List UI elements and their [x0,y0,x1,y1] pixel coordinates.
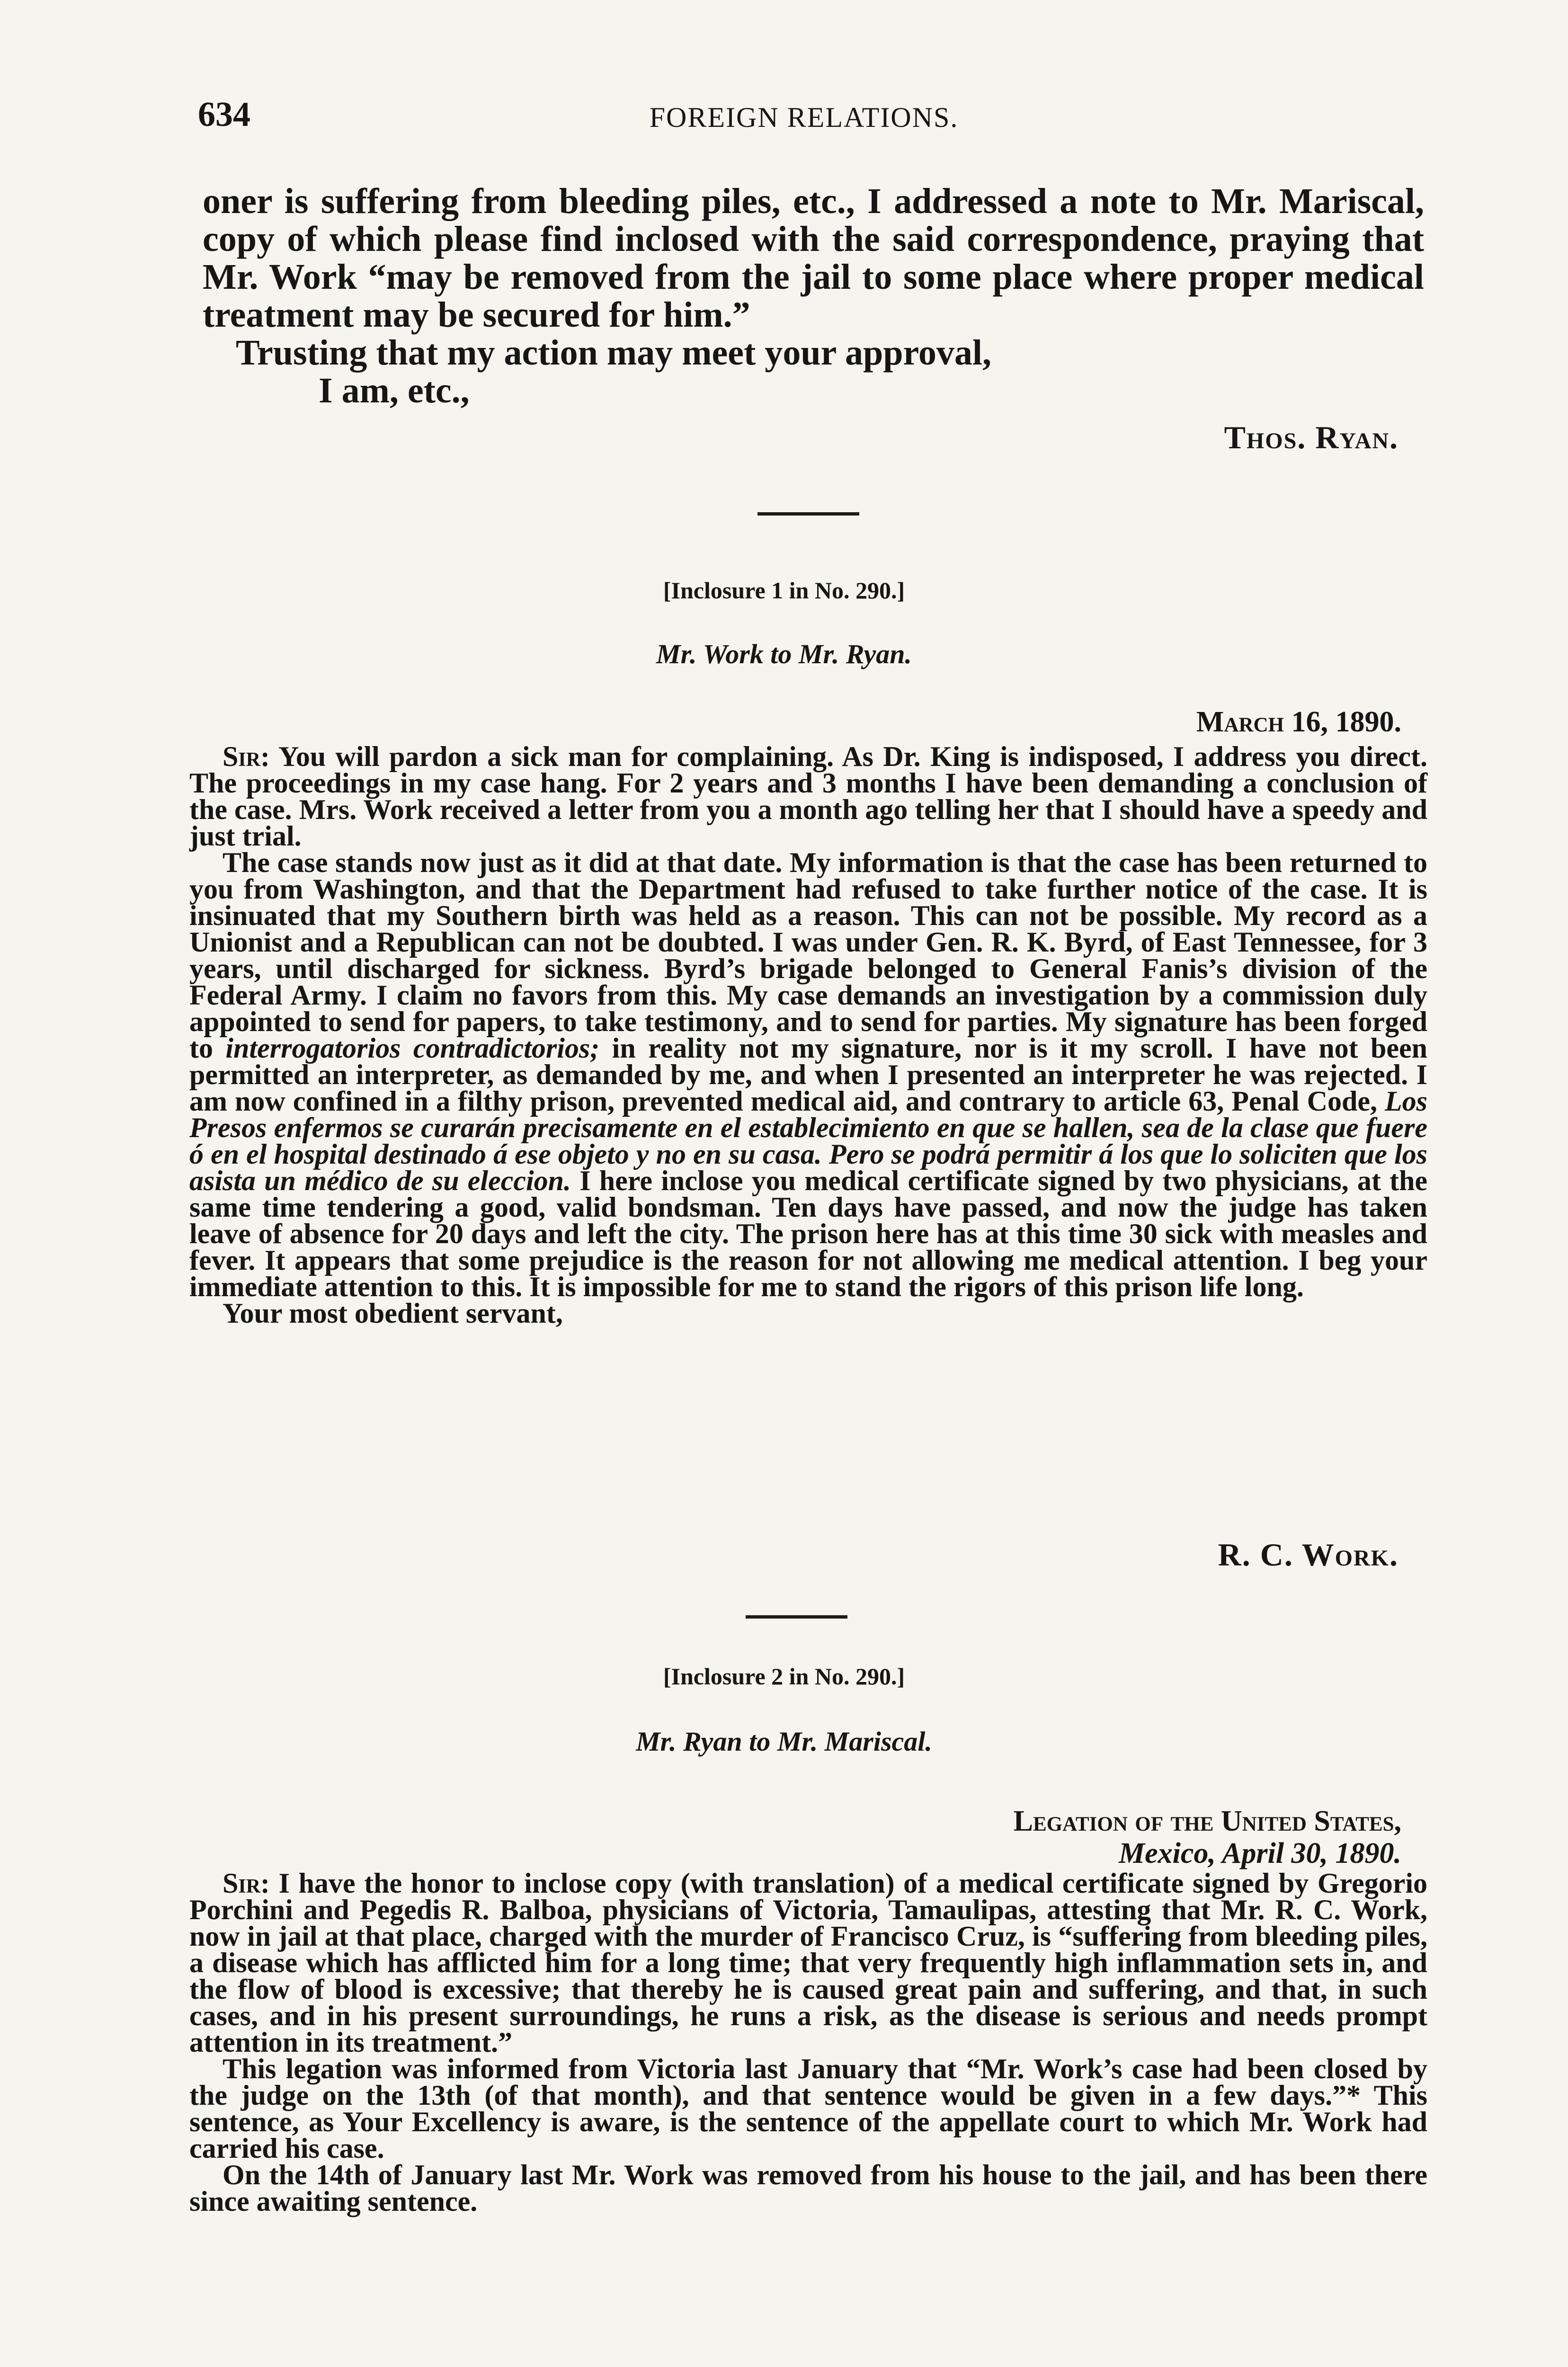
salutation: Sir: [223,741,270,772]
continuation-text [203,182,1424,409]
page-number: 634 [198,95,250,134]
inclosure1-paragraph-2: The case stands now just as it did at that date. My information is that the case has been returned to you from Washington, and that the Department had refused to take further notice of the case. It is insinuated that my Southern birth was held as a reason. This can not be possible. My record as a Unionist and a Republican can not be doubted. I was under Gen. R. K. Byrd, of East Tennessee, for 3 years, until discharged for sickness. Byrd’s brigade belonged to General Fanis’s division of the Federal Army. I claim no favors from this. My case demands an investigation by a commission duly appointed to send for papers, to take testimony, and to send for parties. My signature has been forged to interrogatorios contradictorios; in reality not my signature, nor is it my scroll. I have not been permitted an interpreter, as demanded by me, and when I presented an interpreter he was rejected. I am now confined in a filthy prison, prevented medical aid, and contrary to article 63, Penal Code, Los Presos enfermos se curarán precisamente en el establecimiento en que se hallen, sea de la clase que fuere ó en el hospital destinado á ese objeto y no en su casa. Pero se podrá permitir á los que lo soliciten que los asista un médico de su eleccion. I here inclose you medical certificate signed by two physicians, at the same time tendering a good, valid bondsman. Ten days have passed, and now the judge has taken leave of absence for 20 days and left the city. The prison here has at this time 30 sick with measles and fever. It appears that some prejudice is the reason for not allowing me medical attention. I beg your immediate attention to this. It is impossible for me to stand the rigors of this prison life long. [189,847,1428,1302]
inclosure2-place-date: Mexico, April 30, 1890. [1118,1837,1401,1869]
signature-work: R. C. Work. [1218,1537,1399,1573]
salutation: Sir: [223,1868,270,1899]
inclosure2-paragraph-1: Sir: I have the honor to inclose copy (with translation) of a medical certificate signed by Gregorio Porchini and Pegedis R. Balboa, physicians of Victoria, Tamaulipas, attesting that Mr. R. C. Work, now in jail at that place, charged with the murder of Francisco Cruz, is “suffering from bleeding piles, a disease which has afflicted him for a long time; that very frequently high inflammation sets in, and the flow of blood is excessive; that thereby he is caused great pain and suffering, and that, in such cases, and in his present surroundings, he runs a risk, as the disease is serious and needs prompt attention in its treatment.” [189,1868,1427,2058]
inclosure2-title: Mr. Ryan to Mr. Mariscal. [636,1726,932,1757]
inclosure2-body [189,1870,1427,2215]
inclosure2-paragraph-3: On the 14th of January last Mr. Work was removed from his house to the jail, and has been there since awaiting sentence. [189,2159,1427,2217]
signature-ryan: Thos. Ryan. [1224,419,1399,455]
running-head: FOREIGN RELATIONS. [649,102,959,133]
inclosure1-paragraph-1: Sir: You will pardon a sick man for complaining. As Dr. King is indisposed, I address you direct. The proceedings in my case hang. For 2 years and 3 months I have been demanding a conclusion of the case. Mrs. Work received a letter from you a month ago telling her that I should have a speedy and just trial. [189,741,1427,852]
continuation-trusting: Trusting that my action may meet your approval, [236,333,991,373]
spanish-penal-code-quote: Los Presos enfermos se curarán precisamente en el establecimiento en que se hallen, sea de la clase que fuere ó en el hospital destinado á ese objeto y no en su casa. Pero se podrá permitir á los que lo soliciten que los asista un médico de su eleccion. [189,1086,1428,1196]
inclosure2-caption: [Inclosure 2 in No. 290.] [663,1663,905,1690]
continuation-paragraph: oner is suffering from bleeding piles, etc., I addressed a note to Mr. Mariscal, copy of which please find inclosed with the said correspondence, praying that Mr. Work “may be removed from the jail to some place where proper medical treatment may be secured for him.” [203,181,1424,335]
spanish-term: interrogatorios contradictorios; [225,1032,600,1064]
inclosure1-caption: [Inclosure 1 in No. 290.] [663,577,905,604]
section-divider [746,1615,847,1619]
inclosure1-title: Mr. Work to Mr. Ryan. [656,639,912,669]
section-divider [757,512,859,516]
inclosure1-body [189,741,1428,1329]
inclosure2-paragraph-2: This legation was informed from Victoria last January that “Mr. Work’s case had been closed by the judge on the 13th (of that month), and that sentence would be given in a few days.”* This sentence, as Your Excellency is aware, is the sentence of the appellate court to which Mr. Work had carried his case. [189,2053,1427,2164]
inclosure1-closing: Your most obedient servant, [223,1298,563,1329]
inclosure2-legation: Legation of the United States, [1013,1805,1401,1837]
page-header [198,95,1410,147]
inclosure1-date: March 16, 1890. [1196,706,1401,738]
continuation-closing: I am, etc., [319,371,470,410]
